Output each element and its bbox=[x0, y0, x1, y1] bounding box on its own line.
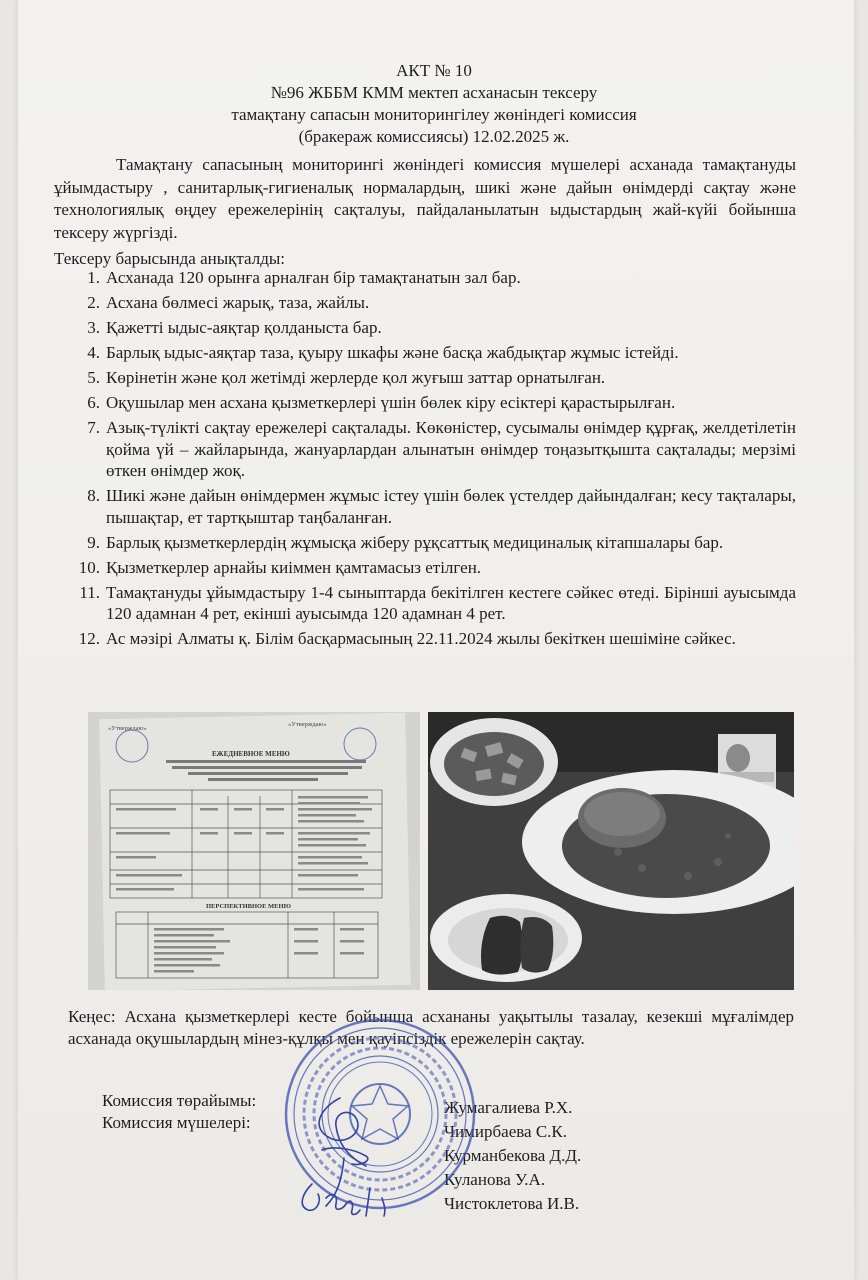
signature-labels bbox=[102, 1090, 256, 1134]
members-label: Комиссия мүшелері: bbox=[102, 1113, 251, 1132]
menu-heading-perspective: ПЕРСПЕКТИВНОЕ МЕНЮ bbox=[206, 903, 291, 910]
member-name: Чимирбаева С.К. bbox=[444, 1122, 568, 1141]
findings-label: Тексеру барысында анықталды: bbox=[54, 249, 286, 268]
act-commission: тамақтану сапасын мониторингілеу жөніндегі комиссия bbox=[231, 105, 637, 124]
act-number: АКТ № 10 bbox=[396, 61, 472, 80]
intro-paragraph: Тамақтану сапасының мониторингі жөніндегі комиссия мүшелері асханада тамақтануды ұйымдастыру , санитарлық-гигиеналық нормалардың, шикі және дайын өнімдерді сақтау және технологиялық өңдеу ережелерінің сақталуы, пайдаланылатын ыдыстардың жай-күйі бойынша тексеру жүргізді. bbox=[54, 155, 796, 242]
menu-photo bbox=[88, 712, 420, 990]
member-name: Жумагалиева Р.Х. bbox=[444, 1098, 573, 1117]
meal-photo bbox=[428, 712, 794, 990]
finding-item: 9. Барлық қызметкерлердің жұмысқа жіберу рұқсаттық медициналық кітапшалары бар. bbox=[87, 532, 724, 552]
menu-approve-right: «Утверждаю» bbox=[288, 721, 327, 728]
act-subject: №96 ЖББМ КММ мектеп асханасын тексеру bbox=[270, 83, 598, 102]
member-name: Курманбекова Д.Д. bbox=[444, 1146, 582, 1165]
meal-tray-image bbox=[428, 712, 794, 990]
handwritten-signature-icon bbox=[282, 1080, 412, 1230]
member-name: Чистоклетова И.В. bbox=[444, 1194, 580, 1213]
act-date-line: (бракераж комиссиясы) 12.02.2025 ж. bbox=[298, 127, 570, 146]
finding-item: 7. Азық-түлікті сақтау ережелері сақталады. Көкөністер, сусымалы өнімдер құрғақ, желдетілетін қойма үй – жайларында, жануарлардан алынатын өнімдер тоңазытқышта сақталады; мерзімі өткен өнімдер жоқ. bbox=[87, 418, 796, 480]
finding-item: 5. Көрінетін және қол жетімді жерлерде қол жуғыш заттар орнатылған. bbox=[87, 368, 606, 387]
act-header bbox=[0, 60, 868, 148]
findings-list bbox=[54, 267, 796, 653]
finding-item: 4. Барлық ыдыс-аяқтар таза, қуыру шкафы және басқа жабдықтар жұмыс істейді. bbox=[87, 343, 679, 362]
chair-label: Комиссия төрайымы: bbox=[102, 1091, 257, 1110]
menu-approve-left: «Утверждаю» bbox=[108, 725, 147, 732]
finding-item: 8. Шикі және дайын өнімдермен жұмыс істеу үшін бөлек үстелдер дайындалған; кесу тақталары, пышақтар, ет тартқыштар таңбаланған. bbox=[87, 486, 796, 527]
menu-document-image bbox=[88, 712, 420, 990]
finding-item: 11. Тамақтануды ұйымдастыру 1-4 сыныптарда бекітілген кестеге сәйкес өтеді. Бірінші ауысымда 120 адамнан 4 рет, екінші ауысымда 120 адамнан 4 рет. bbox=[79, 582, 796, 623]
finding-item: 1. Асханада 120 орынға арналған бір тамақтанатын зал бар. bbox=[87, 268, 521, 287]
member-name: Куланова У.А. bbox=[444, 1170, 546, 1189]
advice-paragraph: Кеңес: Асхана қызметкерлері кесте бойынша асхананы уақытылы тазалау, кезекші мұғалімдер асханада оқушылардың мінез-құлқы мен қауіпсіздік ережелерін сақтау. bbox=[68, 1007, 794, 1048]
finding-item: 10. Қызметкерлер арнайы киіммен қамтамасыз етілген. bbox=[78, 557, 482, 577]
finding-item: 12. Ас мәзірі Алматы қ. Білім басқармасының 22.11.2024 жылы бекіткен шешіміне сәйкес. bbox=[78, 629, 736, 648]
finding-item: 2. Асхана бөлмесі жарық, таза, жайлы. bbox=[87, 293, 370, 312]
menu-heading-daily: ЕЖЕДНЕВНОЕ МЕНЮ bbox=[212, 750, 290, 758]
finding-item: 3. Қажетті ыдыс-аяқтар қолданыста бар. bbox=[87, 318, 382, 337]
finding-item: 6. Оқушылар мен асхана қызметкерлері үшін бөлек кіру есіктері қарастырылған. bbox=[87, 393, 676, 412]
